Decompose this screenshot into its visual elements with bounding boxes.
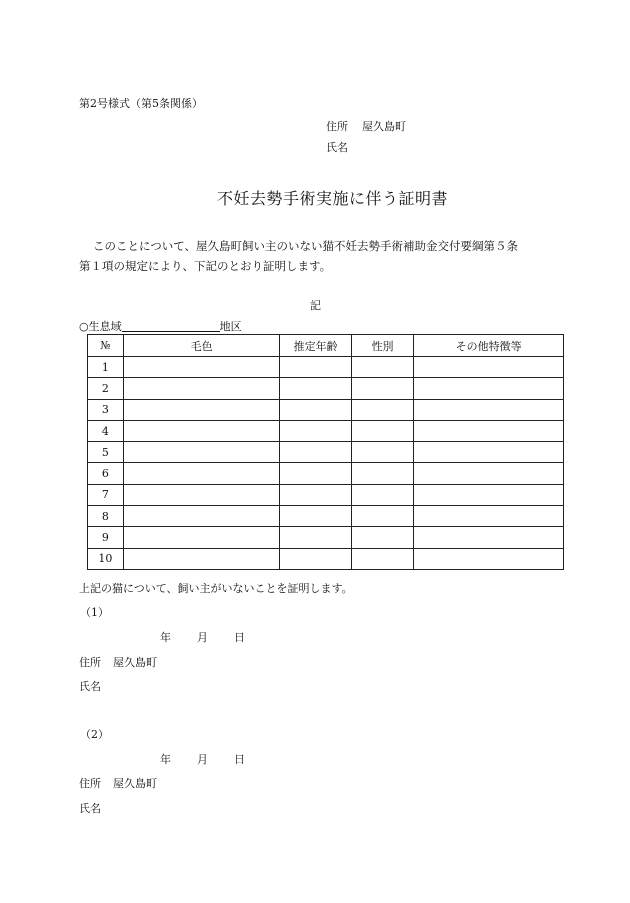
fur-color-cell[interactable]: [123, 442, 280, 463]
col-header-sex: 性別: [351, 335, 414, 357]
header-name-label: 氏名: [326, 141, 348, 154]
age-cell[interactable]: [280, 420, 351, 441]
age-cell[interactable]: [280, 442, 351, 463]
address-label: 住所: [79, 777, 101, 790]
age-cell[interactable]: [280, 484, 351, 505]
sex-cell[interactable]: [351, 548, 414, 569]
age-cell[interactable]: [280, 463, 351, 484]
row-number: 7: [88, 484, 124, 505]
sex-cell[interactable]: [351, 527, 414, 548]
table-row: [88, 442, 564, 463]
month-label: 月: [197, 631, 208, 644]
age-cell[interactable]: [280, 357, 351, 378]
certifier-1-address: [79, 654, 157, 670]
other-features-cell[interactable]: [414, 378, 564, 399]
cat-table: [87, 334, 564, 570]
year-label: 年: [160, 753, 171, 766]
other-features-cell[interactable]: [414, 442, 564, 463]
row-number: 6: [88, 463, 124, 484]
sex-cell[interactable]: [351, 399, 414, 420]
fur-color-cell[interactable]: [123, 484, 280, 505]
certifier-1-name-label: 氏名: [79, 680, 101, 693]
fur-color-cell[interactable]: [123, 506, 280, 527]
row-number: 4: [88, 420, 124, 441]
other-features-cell[interactable]: [414, 527, 564, 548]
table-row: [88, 484, 564, 505]
sex-cell[interactable]: [351, 378, 414, 399]
row-number: 1: [88, 357, 124, 378]
sex-cell[interactable]: [351, 506, 414, 527]
other-features-cell[interactable]: [414, 420, 564, 441]
row-number: 3: [88, 399, 124, 420]
age-cell[interactable]: [280, 506, 351, 527]
habitat-blank[interactable]: [122, 319, 220, 332]
certifier-1-index: （1）: [80, 606, 109, 619]
age-cell[interactable]: [280, 527, 351, 548]
month-label: 月: [197, 753, 208, 766]
row-number: 2: [88, 378, 124, 399]
table-row: [88, 463, 564, 484]
row-number: 9: [88, 527, 124, 548]
col-header-no: №: [88, 335, 124, 357]
header-address: [326, 118, 406, 134]
table-header-row: [88, 335, 564, 357]
day-label: 日: [234, 631, 245, 644]
col-header-fur-color: 毛色: [123, 335, 280, 357]
fur-color-cell[interactable]: [123, 420, 280, 441]
ki-heading: 記: [310, 299, 321, 312]
table-row: [88, 399, 564, 420]
other-features-cell[interactable]: [414, 506, 564, 527]
document-title: 不妊去勢手術実施に伴う証明書: [217, 189, 449, 208]
address-label: 住所: [79, 656, 101, 669]
row-number: 8: [88, 506, 124, 527]
other-features-cell[interactable]: [414, 548, 564, 569]
table-row: [88, 357, 564, 378]
certifier-2-date: [160, 751, 245, 767]
certify-text: 上記の猫について、飼い主がいないことを証明します。: [79, 582, 353, 595]
fur-color-cell[interactable]: [123, 399, 280, 420]
table-row: [88, 527, 564, 548]
form-label: 第2号様式（第5条関係）: [79, 97, 203, 110]
certifier-2-name-label: 氏名: [79, 802, 101, 815]
table-row: [88, 548, 564, 569]
intro-line-2: 第１項の規定により、下記のとおり証明します。: [79, 259, 332, 273]
age-cell[interactable]: [280, 548, 351, 569]
other-features-cell[interactable]: [414, 399, 564, 420]
certifier-2-index: （2）: [80, 728, 109, 741]
fur-color-cell[interactable]: [123, 463, 280, 484]
row-number: 10: [88, 548, 124, 569]
fur-color-cell[interactable]: [123, 378, 280, 399]
age-cell[interactable]: [280, 378, 351, 399]
intro-line-1: このことについて、屋久島町飼い主のいない猫不妊去勢手術補助金交付要綱第５条: [93, 239, 519, 253]
other-features-cell[interactable]: [414, 357, 564, 378]
table-row: [88, 506, 564, 527]
other-features-cell[interactable]: [414, 484, 564, 505]
certifier-2-address: [79, 775, 157, 791]
sex-cell[interactable]: [351, 484, 414, 505]
fur-color-cell[interactable]: [123, 527, 280, 548]
fur-color-cell[interactable]: [123, 357, 280, 378]
sex-cell[interactable]: [351, 463, 414, 484]
sex-cell[interactable]: [351, 420, 414, 441]
certifier-1-date: [160, 629, 245, 645]
age-cell[interactable]: [280, 399, 351, 420]
day-label: 日: [234, 753, 245, 766]
address-value: 屋久島町: [113, 777, 157, 790]
sex-cell[interactable]: [351, 357, 414, 378]
habitat-suffix: 地区: [219, 320, 242, 333]
year-label: 年: [160, 631, 171, 644]
habitat-prefix: ○生息域: [79, 320, 122, 333]
table-row: [88, 420, 564, 441]
table-row: [88, 378, 564, 399]
col-header-other-features: その他特徴等: [414, 335, 564, 357]
habitat-line: [79, 318, 242, 334]
sex-cell[interactable]: [351, 442, 414, 463]
col-header-estimated-age: 推定年齢: [280, 335, 351, 357]
header-address-value: 屋久島町: [362, 120, 406, 133]
fur-color-cell[interactable]: [123, 548, 280, 569]
header-address-label: 住所: [326, 120, 348, 133]
other-features-cell[interactable]: [414, 463, 564, 484]
address-value: 屋久島町: [113, 656, 157, 669]
row-number: 5: [88, 442, 124, 463]
